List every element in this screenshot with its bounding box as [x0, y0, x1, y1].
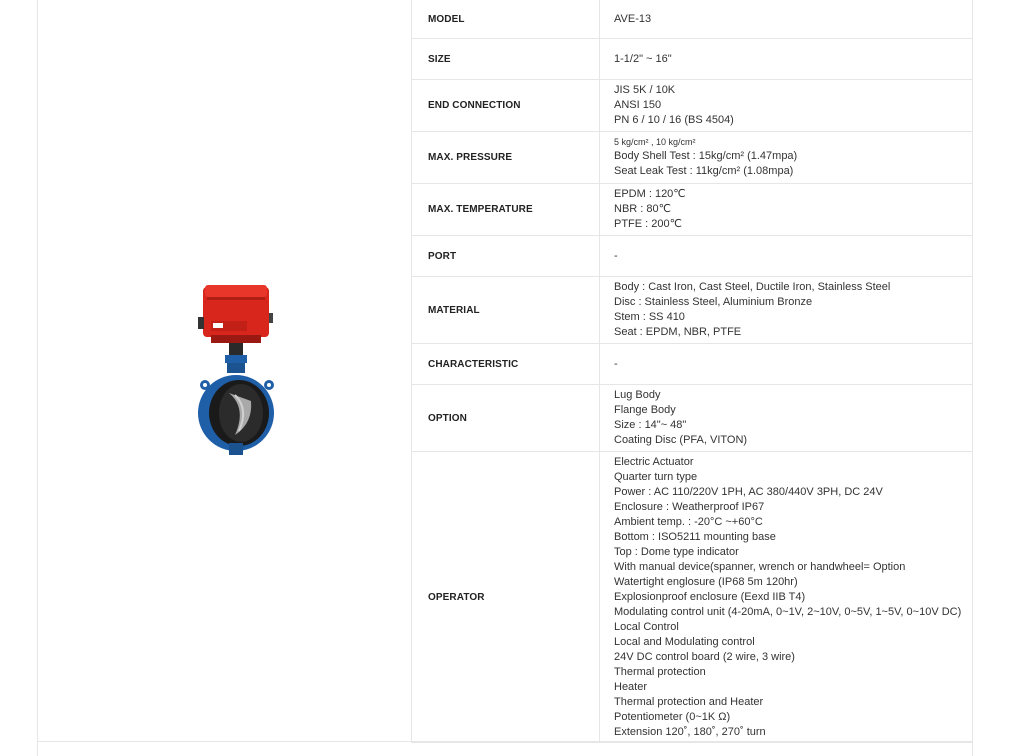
spec-value-line: -	[614, 249, 618, 262]
spec-value-line: Ambient temp. : -20°C ~+60°C	[614, 515, 763, 528]
spec-row-operator	[412, 452, 973, 743]
product-image	[191, 283, 301, 458]
spec-label: OPERATOR	[412, 452, 600, 743]
spec-value-line: PTFE : 200℃	[614, 218, 682, 230]
spec-value-line: JIS 5K / 10K	[614, 84, 676, 96]
next-section-border	[37, 742, 38, 756]
spec-row-characteristic	[412, 344, 973, 385]
spec-label: MODEL	[412, 0, 600, 39]
spec-value-line: Potentiometer (0~1K Ω)	[614, 710, 731, 723]
spec-value-line: Bottom : ISO5211 mounting base	[614, 530, 776, 543]
spec-value-line: Seat : EPDM, NBR, PTFE	[614, 326, 742, 338]
spec-value-line: Electric Actuator	[614, 455, 694, 468]
spec-value-line: Explosionproof enclosure (Eexd IIB T4)	[614, 590, 806, 603]
spec-value	[600, 39, 973, 80]
spec-table	[411, 0, 972, 743]
bottom-divider	[37, 741, 973, 742]
spec-value	[600, 452, 973, 743]
spec-value-line: NBR : 80℃	[614, 203, 671, 215]
spec-value-line: 1-1/2" ~ 16"	[614, 52, 672, 65]
spec-value-line: Quarter turn type	[614, 470, 698, 483]
next-section-border	[972, 742, 973, 756]
spec-row-port	[412, 236, 973, 277]
spec-value-line: Enclosure : Weatherproof IP67	[614, 500, 765, 513]
spec-value-line: Seat Leak Test : 11kg/cm² (1.08mpa)	[614, 165, 794, 177]
spec-value	[600, 184, 973, 236]
spec-row-end-connection	[412, 80, 973, 132]
product-image-cell	[38, 0, 411, 741]
spec-value-line: Flange Body	[614, 404, 676, 416]
spec-value-line: PN 6 / 10 / 16 (BS 4504)	[614, 114, 734, 126]
spec-value-line: With manual device(spanner, wrench or handwheel= Option	[614, 560, 906, 573]
spec-value	[600, 236, 973, 277]
spec-label: SIZE	[412, 39, 600, 80]
spec-value	[600, 132, 973, 184]
spec-row-max-temperature	[412, 184, 973, 236]
spec-value-line: Body Shell Test : 15kg/cm² (1.47mpa)	[614, 150, 798, 162]
spec-label: OPTION	[412, 385, 600, 452]
spec-label: CHARACTERISTIC	[412, 344, 600, 385]
spec-value-line: Power : AC 110/220V 1PH, AC 380/440V 3PH, DC 24V	[614, 485, 883, 498]
spec-value-line: -	[614, 357, 618, 370]
spec-value-line: Local Control	[614, 620, 679, 633]
spec-value	[600, 80, 973, 132]
spec-value-line: Size : 14"~ 48"	[614, 419, 687, 431]
spec-value-line: Body : Cast Iron, Cast Steel, Ductile Iron, Stainless Steel	[614, 281, 891, 293]
spec-value-line: Extension 120˚, 180˚, 270˚ turn	[614, 725, 766, 738]
spec-value	[600, 277, 973, 344]
spec-row-option	[412, 385, 973, 452]
spec-value-line: Modulating control unit (4-20mA, 0~1V, 2~10V, 0~5V, 1~5V, 0~10V DC)	[614, 605, 962, 618]
spec-label: PORT	[412, 236, 600, 277]
spec-value-line: Top : Dome type indicator	[614, 545, 739, 558]
spec-value-line: Thermal protection	[614, 665, 706, 678]
spec-value-line: Local and Modulating control	[614, 635, 755, 648]
spec-value-line: EPDM : 120℃	[614, 188, 686, 200]
spec-row-max-pressure	[412, 132, 973, 184]
spec-value-line: 24V DC control board (2 wire, 3 wire)	[614, 650, 795, 663]
spec-label: MAX. TEMPERATURE	[412, 184, 600, 236]
spec-value-line: Thermal protection and Heater	[614, 695, 764, 708]
spec-value-line: ANSI 150	[614, 99, 662, 111]
spec-row-size	[412, 39, 973, 80]
spec-value-line: 5 kg/cm² , 10 kg/cm²	[614, 137, 696, 147]
spec-value	[600, 0, 973, 39]
spec-value-line: Heater	[614, 680, 648, 693]
spec-value-line: Lug Body	[614, 389, 661, 401]
spec-label: MATERIAL	[412, 277, 600, 344]
spec-value	[600, 344, 973, 385]
spec-value-line: Stem : SS 410	[614, 311, 685, 323]
spec-value	[600, 385, 973, 452]
spec-label: MAX. PRESSURE	[412, 132, 600, 184]
spec-row-model	[412, 0, 973, 39]
spec-value-line: Coating Disc (PFA, VITON)	[614, 434, 748, 446]
spec-value-line: Watertight englosure (IP68 5m 120hr)	[614, 575, 798, 588]
spec-value-line: Disc : Stainless Steel, Aluminium Bronze	[614, 296, 813, 308]
spec-row-material	[412, 277, 973, 344]
spec-value-line: AVE-13	[614, 12, 652, 25]
spec-label: END CONNECTION	[412, 80, 600, 132]
